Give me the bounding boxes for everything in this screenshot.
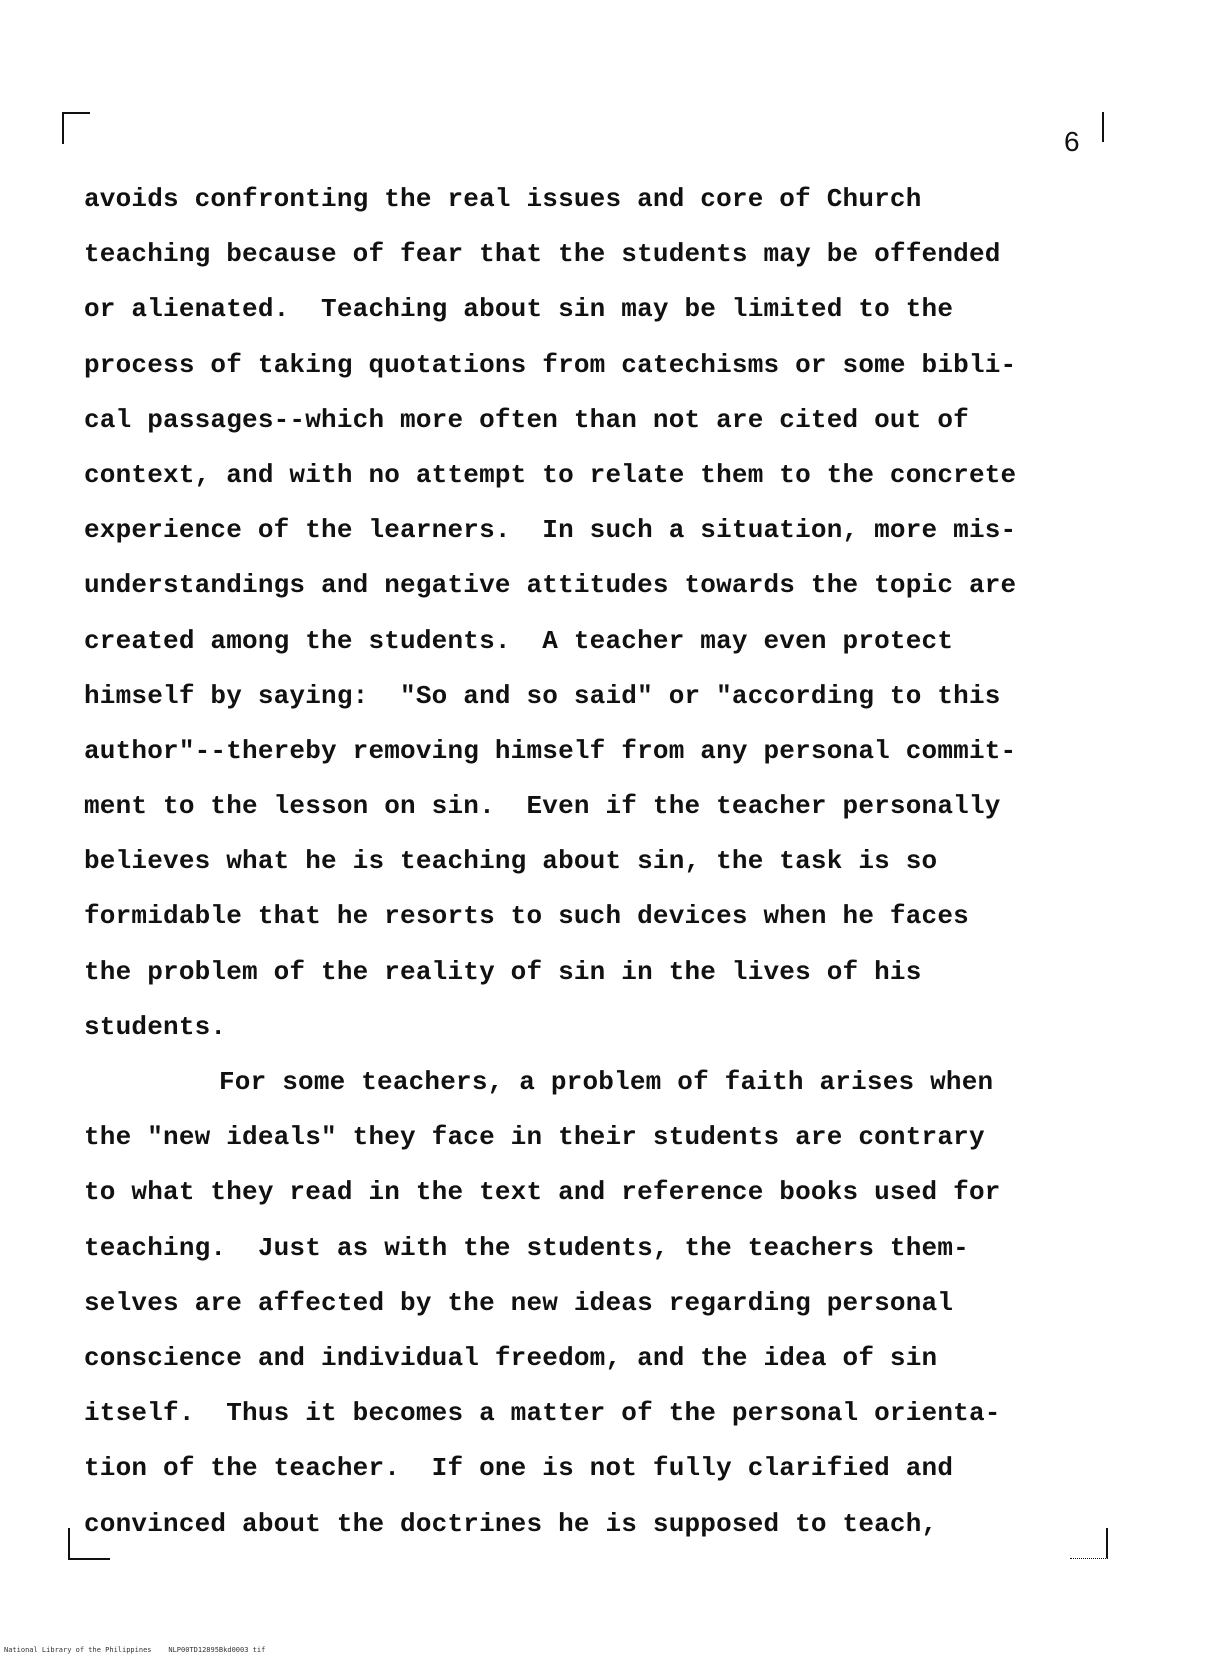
text-line: himself by saying: "So and so said" or "according to this [84, 680, 1001, 711]
crop-mark-top-left [62, 112, 90, 144]
text-line: to what they read in the text and reference books used for [84, 1177, 1001, 1208]
text-line: itself. Thus it becomes a matter of the personal orienta- [84, 1398, 1001, 1429]
text-line: understandings and negative attitudes towards the topic are [84, 570, 1017, 601]
text-line: ment to the lesson on sin. Even if the teacher personally [84, 791, 1001, 822]
text-line: teaching. Just as with the students, the teachers them- [84, 1232, 969, 1263]
page-number: 6 [1064, 126, 1080, 157]
text-line: cal passages--which more often than not are cited out of [84, 404, 969, 435]
text-line: avoids confronting the real issues and core of Church [84, 184, 922, 214]
text-line: author"--thereby removing himself from any personal commit- [84, 735, 1017, 766]
text-line: process of taking quotations from catechisms or some bibli- [84, 349, 1017, 380]
text-line: experience of the learners. In such a situation, more mis- [84, 515, 1017, 546]
text-line: tion of the teacher. If one is not fully clarified and [84, 1453, 954, 1484]
scan-footer-caption: National Library of the Philippines NLP00TD12895Bkd0003 tif [4, 1646, 266, 1654]
body-text [84, 172, 1124, 1552]
paragraph-start-line: For some teachers, a problem of faith arises when [219, 1067, 994, 1097]
text-line: students. [84, 1011, 227, 1042]
text-line: created among the students. A teacher may even protect [84, 625, 954, 656]
text-line: the problem of the reality of sin in the lives of his [84, 956, 922, 987]
crop-mark-top-right [1094, 112, 1104, 142]
text-line: believes what he is teaching about sin, the task is so [84, 846, 938, 877]
text-line: teaching because of fear that the students may be offended [84, 239, 1001, 270]
text-line: conscience and individual freedom, and the idea of sin [84, 1342, 938, 1373]
text-line: context, and with no attempt to relate them to the concrete [84, 459, 1017, 490]
text-line: or alienated. Teaching about sin may be limited to the [84, 294, 954, 325]
text-line: convinced about the doctrines he is supposed to teach, [84, 1508, 938, 1539]
text-line: selves are affected by the new ideas regarding personal [84, 1287, 954, 1318]
text-line: formidable that he resorts to such devices when he faces [84, 901, 969, 932]
text-line: the "new ideals" they face in their students are contrary [84, 1122, 985, 1153]
